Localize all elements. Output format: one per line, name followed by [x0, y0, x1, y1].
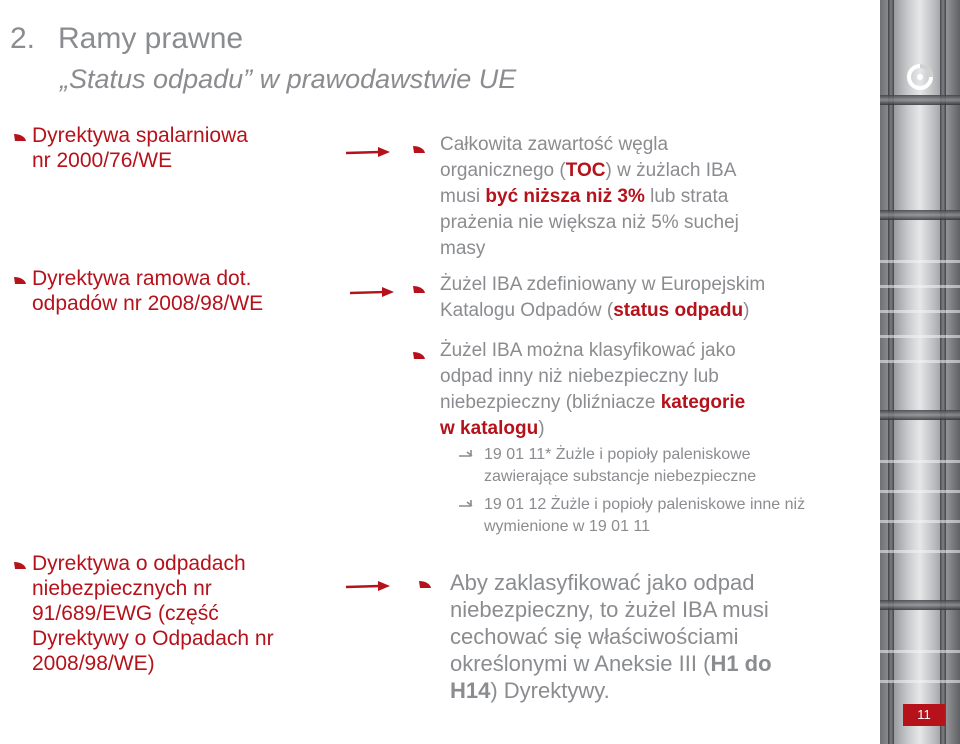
text-line: wymienione w 19 01 11	[484, 518, 651, 535]
catalog-definition	[440, 272, 765, 324]
text-line	[450, 650, 772, 677]
text-line: 19 01 12 Żużle i popioły paleniskowe inne niż	[484, 496, 806, 513]
text-line	[440, 298, 765, 324]
left-item-line: odpadów nr 2008/98/WE	[32, 292, 264, 315]
left-item-line: Dyrektywa o odpadach	[32, 552, 246, 575]
text-span: musi	[440, 186, 486, 207]
classification-note	[440, 338, 745, 442]
logo-icon	[905, 62, 935, 92]
text-line: Żużel IBA można klasyfikować jako	[440, 340, 736, 361]
left-item-line: Dyrektywa ramowa dot.	[32, 267, 252, 290]
left-item-line: niebezpiecznych nr	[32, 577, 212, 600]
strip-slat	[880, 360, 960, 363]
page-number: 11	[903, 704, 945, 726]
bullet-icon	[412, 145, 426, 154]
strip-slat	[880, 285, 960, 288]
strip-slat	[880, 520, 960, 523]
text-line: cechować się właściwościami	[450, 624, 739, 649]
decorative-photo-strip	[880, 0, 960, 744]
text-span: określonymi w Aneksie III (	[450, 651, 711, 676]
left-item-line: 2008/98/WE)	[32, 652, 155, 675]
sub-item-hazardous-code	[484, 444, 756, 488]
strip-post	[888, 0, 894, 744]
strip-rail	[880, 95, 960, 105]
arrow-right-icon	[346, 146, 390, 158]
strip-slat	[880, 310, 960, 313]
left-item-incineration-directive	[32, 123, 248, 173]
strip-slat	[880, 650, 960, 653]
text-line: odpad inny niż niebezpieczny lub	[440, 366, 719, 387]
text-line: Całkowita zawartość węgla	[440, 134, 669, 155]
toc-highlight: TOC	[565, 160, 606, 181]
bullet-icon	[412, 351, 426, 360]
strip-slat	[880, 460, 960, 463]
text-span: lub strata	[644, 186, 729, 207]
bullet-icon	[418, 580, 432, 589]
strip-post	[940, 0, 946, 744]
text-line: prażenia nie większa niż 5% suchej	[440, 212, 739, 233]
h-range-highlight: H1 do	[710, 651, 772, 676]
text-span: niebezpieczny (bliźniacze	[440, 392, 661, 413]
strip-slat	[880, 335, 960, 338]
left-item-line: nr 2000/76/WE	[32, 149, 173, 172]
hazard-properties-note	[450, 569, 772, 704]
arrow-right-icon	[350, 286, 394, 298]
toc-requirement	[440, 132, 739, 262]
sub-item-nonhazardous-code	[484, 494, 805, 538]
text-line: masy	[440, 238, 486, 259]
text-line	[440, 390, 745, 416]
arrow-right-icon	[346, 580, 390, 592]
text-span: Katalogu Odpadów (	[440, 300, 614, 321]
text-line	[450, 677, 772, 704]
strip-slat	[880, 490, 960, 493]
strip-rail	[880, 600, 960, 610]
left-item-line: Dyrektywa spalarniowa	[32, 124, 248, 147]
strip-slat	[880, 550, 960, 553]
category-highlight: kategorie	[660, 392, 746, 413]
text-line: Aby zaklasyfikować jako odpad	[450, 570, 755, 595]
text-line: niebezpieczny, to żużel IBA musi	[450, 597, 769, 622]
text-span: ) Dyrektywy.	[490, 678, 610, 703]
h-range-highlight: H14	[450, 678, 491, 703]
text-span: organicznego (	[440, 160, 566, 181]
text-line: Żużel IBA zdefiniowany w Europejskim	[440, 274, 766, 295]
sub-arrow-icon	[458, 450, 476, 462]
limit-highlight: być niższa niż 3%	[485, 186, 645, 207]
bullet-icon	[412, 285, 426, 294]
left-item-hazardous-waste-directive	[32, 551, 274, 676]
bullet-icon	[13, 561, 27, 570]
left-item-line: Dyrektywy o Odpadach nr	[32, 627, 274, 650]
text-line	[440, 158, 739, 184]
sub-arrow-icon	[458, 500, 476, 512]
page-subtitle: „Status odpadu” w prawodawstwie UE	[60, 64, 517, 94]
strip-rail	[880, 210, 960, 220]
text-line: zawierające substancje niebezpieczne	[484, 468, 757, 485]
text-line	[440, 184, 739, 210]
text-span: )	[538, 418, 545, 439]
text-span: )	[743, 300, 750, 321]
text-line	[440, 416, 745, 442]
left-item-line: 91/689/EWG (część	[32, 602, 219, 625]
bullet-icon	[13, 133, 27, 142]
title-number: 2.	[10, 22, 36, 55]
strip-slat	[880, 260, 960, 263]
text-line: 19 01 11* Żużle i popioły paleniskowe	[484, 446, 751, 463]
bullet-icon	[13, 276, 27, 285]
left-item-framework-directive	[32, 266, 263, 316]
catalog-highlight: w katalogu	[440, 418, 539, 439]
page-title: Ramy prawne	[58, 22, 244, 55]
strip-slat	[880, 680, 960, 683]
strip-rail	[880, 410, 960, 420]
status-highlight: status odpadu	[613, 300, 744, 321]
text-span: ) w żużlach IBA	[605, 160, 737, 181]
